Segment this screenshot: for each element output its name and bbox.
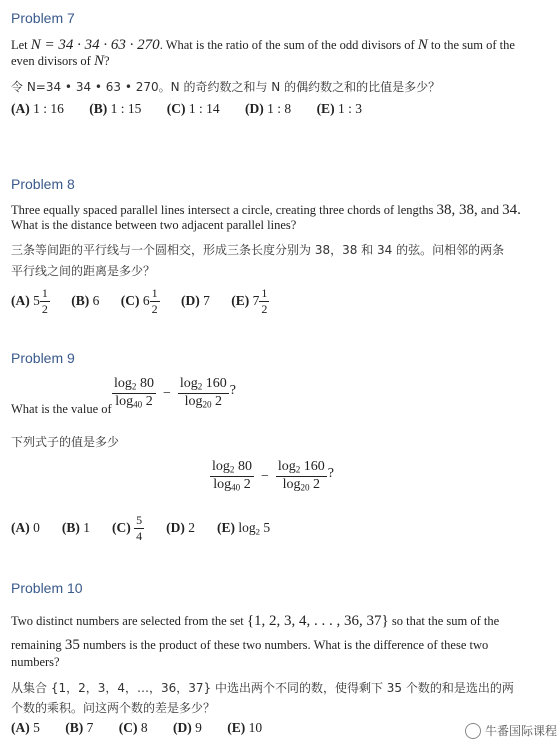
text: . What is the ratio of the sum of the odd divisors of [159,38,418,52]
fraction-2: $\frac{\log_2 160}{\log_{20} 2}$ [179,376,227,410]
text: numbers is the product of these two numbers. What is the difference of these two [79,638,489,652]
problem-10-statement-line1 [11,613,499,630]
problem-10-chinese-line1: 从集合 {1，2，3，4，…，36，37} 中选出两个不同的数，使得剩下 35 个数的和是选出的两 [11,681,514,695]
math-n-definition: N = 34 · 34 · 63 · 270 [30,37,160,53]
problem-7-choices [11,101,362,117]
problem-8-chinese-line1: 三条等间距的平行线与一个圆相交，形成三条长度分别为 38，38 和 34 的弦。问相邻的两条 [11,243,505,257]
problem-10-title: Problem 10 [11,580,83,596]
problem-7-chinese: 令 N=34 • 34 • 63 • 270。N 的奇约数之和与 N 的偶约数之和的比值是多少？ [11,80,441,94]
choice-a: (A) 0 [11,520,40,536]
problem-9-expression-en: $\frac{\log_2 80}{\log_{40} 2}$ − $\frac{\log_2 160}{\log_{20} 2}$ ? [114,376,236,410]
choice-a: (A) 5 $\frac{1}{2}$ [11,286,48,316]
choice-b: (B) 1 [61,520,90,536]
math-chords: 38, 38, [436,202,478,218]
choice-d: (D) 2 [166,520,195,536]
text: ? [104,54,110,68]
math-n: N [417,37,428,53]
problem-8-statement-line1 [11,202,521,219]
watermark-text: 牛番国际课程 [485,724,558,738]
choice-c: (C) 1 : 14 [166,101,220,116]
wechat-icon [465,723,481,739]
choice-e: (E) $\log_2 5$ [217,519,271,537]
fraction-1: $\frac{\log_2 80}{\log_{40} 2}$ [114,376,154,410]
text: even divisors of [11,54,94,68]
problem-10-statement-line3: numbers? [11,655,60,669]
math-set: {1, 2, 3, 4, . . . , 36, 37} [246,613,389,629]
choice-e: (E) 7 $\frac{1}{2}$ [231,286,268,316]
choice-e: (E) 1 : 3 [316,101,362,116]
problem-7-statement-line1 [11,37,515,54]
problem-8-title: Problem 8 [11,176,75,192]
problem-8-chinese-line2: 平行线之间的距离是多少？ [11,264,156,278]
math-n: N [93,53,104,69]
watermark [465,722,557,739]
choice-e: (E) 10 [227,720,263,735]
choice-d: (D) 1 : 8 [245,101,292,116]
text: Three equally spaced parallel lines intersect a circle, creating three chords of lengths [11,203,437,217]
text: Two distinct numbers are selected from the set [11,614,247,628]
problem-9-choices [11,514,270,542]
choice-d: (D) 9 [173,720,202,735]
problem-7-title: Problem 7 [11,10,75,26]
problem-7-statement-line2 [11,53,110,70]
fraction-1: $\frac{\log_2 80}{\log_{40} 2}$ [212,459,252,493]
problem-9-prefix: What is the value of [11,402,112,416]
problem-10-statement-line2 [11,637,488,654]
choice-d: (D) 7 [181,293,210,309]
problem-9-expression-zh: $\frac{\log_2 80}{\log_{40} 2}$ − $\frac{\log_2 160}{\log_{20} 2}$ ? [212,459,334,493]
problem-8-statement-line2: What is the distance between two adjacent parallel lines? [11,218,297,232]
problem-10-chinese-line2: 个数的乘积。问这两个数的差是多少？ [11,701,216,715]
choice-c: (C) 8 [118,720,148,735]
math-35: 35 [64,637,80,653]
text: remaining [11,638,65,652]
problem-8-choices [11,287,269,315]
choice-b: (B) 6 [71,293,100,309]
choice-b: (B) 7 [65,720,94,735]
problem-10-choices [11,720,262,736]
choice-b: (B) 1 : 15 [89,101,142,116]
choice-c: (C) $\frac{5}{4}$ [112,513,143,543]
text: to the sum of the [427,38,515,52]
choice-a: (A) 5 [11,720,40,735]
text: so that the sum of the [388,614,500,628]
choice-c: (C) 6 $\frac{1}{2}$ [120,286,158,316]
text: Let [11,38,31,52]
choice-a: (A) 1 : 16 [11,101,64,116]
fraction-2: $\frac{\log_2 160}{\log_{20} 2}$ [277,459,325,493]
problem-9-title: Problem 9 [11,350,75,366]
text: and [477,203,503,217]
problem-9-chinese: 下列式子的值是多少 [11,435,120,449]
math-chord-34: 34. [502,202,521,218]
